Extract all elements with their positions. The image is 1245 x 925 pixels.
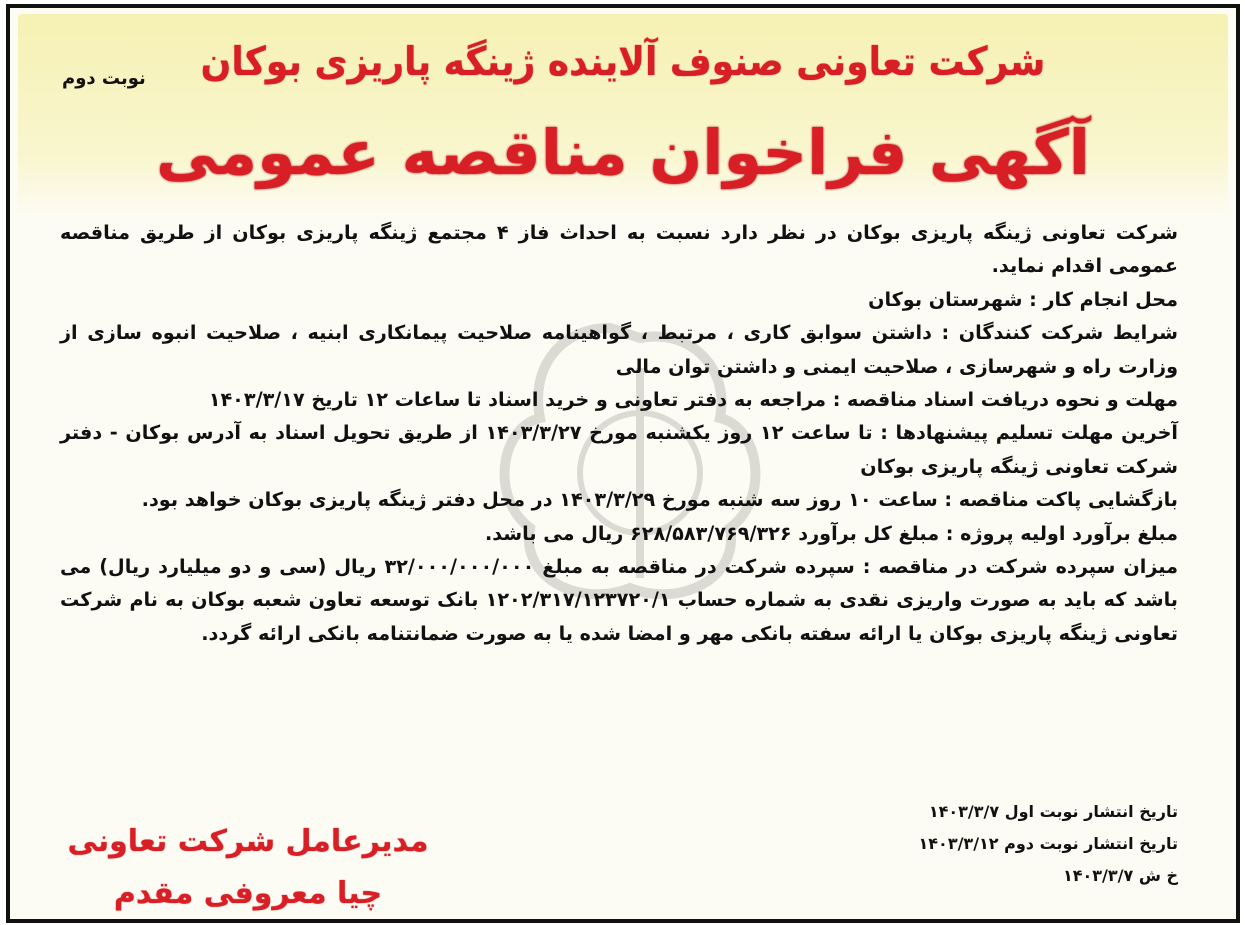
documents-deadline: مهلت و نحوه دریافت اسناد مناقصه : مراجعه به دفتر تعاونی و خرید اسناد تا ساعات ۱۲ تاریخ ۱۴۰۳/۳/۱۷ bbox=[208, 388, 1178, 412]
participant-conditions: شرایط شرکت کنندگان : داشتن سوابق کاری ، مرتبط ، گواهینامه صلاحیت پیمانکاری ابنیه ، صلاحیت انبوه سازی از وزارت راه و شهرسازی ، صلاحیت ایمنی و داشتن توان مالی bbox=[60, 321, 1178, 378]
notice-frame bbox=[6, 4, 1240, 923]
intro-paragraph: شرکت تعاونی ژینگه پاریزی بوکان در نظر دارد نسبت به احداث فاز ۴ مجتمع ژینگه پاریزی بوکان از طریق مناقصه عمومی اقدام نماید. bbox=[60, 221, 1178, 278]
envelope-opening: بازگشایی پاکت مناقصه : ساعت ۱۰ روز سه شنبه مورخ ۱۴۰۳/۳/۲۹ در محل دفتر ژینگه پاریزی بوکان خواهد بود. bbox=[141, 488, 1178, 512]
signature-title: مدیرعامل شرکت تعاونی bbox=[67, 824, 429, 859]
second-publication-date: تاریخ انتشار نوبت دوم ۱۴۰۳/۳/۱۲ bbox=[918, 834, 1178, 853]
proposal-deadline: آخرین مهلت تسلیم پیشنهادها : تا ساعت ۱۲ روز یکشنبه مورخ ۱۴۰۳/۳/۲۷ از طریق تحویل اسناد به آدرس بوکان - دفتر شرکت تعاونی ژینگه پاریزی بوکان bbox=[60, 421, 1178, 478]
publication-dates bbox=[858, 796, 1178, 892]
publication-round-label: نوبت دوم bbox=[62, 68, 146, 89]
work-location: محل انجام کار : شهرستان بوکان bbox=[868, 287, 1178, 311]
notice-main-title: آگهی فراخوان مناقصه عمومی bbox=[155, 116, 1091, 189]
signature-block bbox=[38, 816, 458, 920]
notice-code: خ ش ۱۴۰۳/۳/۷ bbox=[1062, 866, 1178, 885]
first-publication-date: تاریخ انتشار نوبت اول ۱۴۰۳/۳/۷ bbox=[928, 802, 1178, 821]
project-estimate: مبلغ برآورد اولیه پروژه : مبلغ کل برآورد ۶۲۸/۵۸۳/۷۶۹/۳۲۶ ریال می باشد. bbox=[484, 521, 1178, 545]
signature-name: چیا معروفی مقدم bbox=[113, 876, 383, 911]
notice-body bbox=[60, 216, 1178, 650]
company-title: شرکت تعاونی صنوف آلاینده ژینگه پاریزی بوکان bbox=[200, 39, 1046, 86]
tender-deposit: میزان سپرده شرکت در مناقصه : سپرده شرکت در مناقصه به مبلغ ۳۲/۰۰۰/۰۰۰/۰۰۰ ریال (سی و دو میلیارد ریال) می باشد که باید به صورت واریزی نقدی به شماره حساب ۱۲۰۲/۳۱۷/۱۲۳۷۲۰/۱ بانک توسعه تعاون شعبه بوکان به نام شرکت تعاونی ژینگه پاریزی بوکان یا ارائه سفته بانکی مهر و امضا شده یا به صورت ضمانتنامه بانکی ارائه گردد. bbox=[60, 555, 1179, 645]
